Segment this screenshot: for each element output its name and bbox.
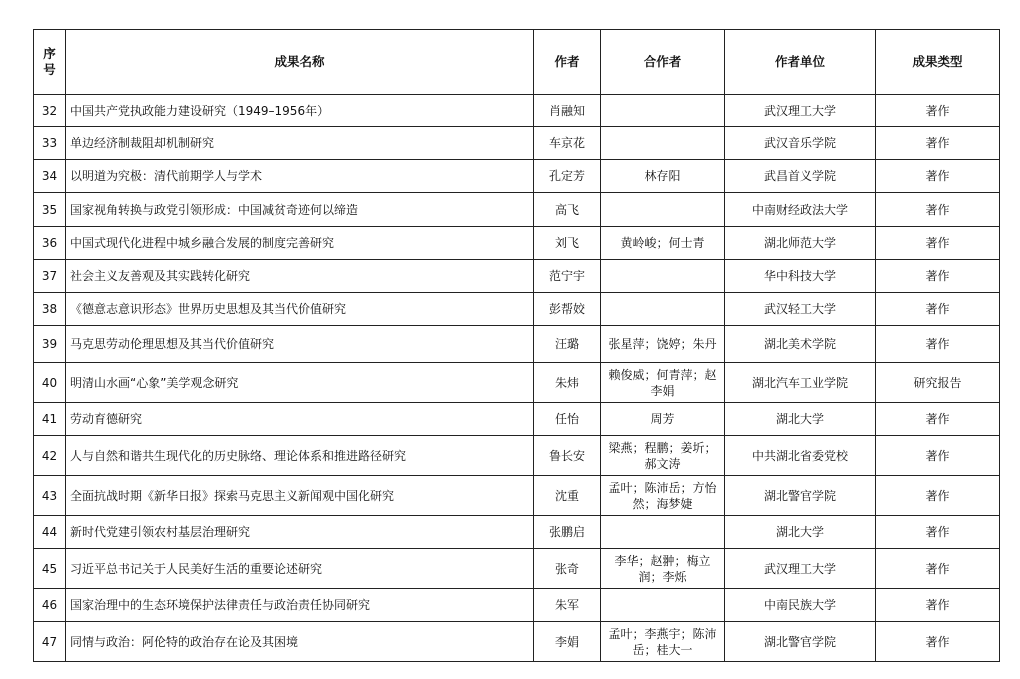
row-number-cell: 35 — [34, 193, 66, 227]
coauthors-cell — [601, 193, 725, 227]
coauthors-cell — [601, 95, 725, 127]
achievement-name-cell: 《德意志意识形态》世界历史思想及其当代价值研究 — [66, 293, 534, 326]
author-unit-cell: 武汉理工大学 — [725, 549, 876, 589]
table-row — [34, 95, 1000, 127]
header-type: 成果类型 — [876, 30, 1000, 95]
author-cell: 高飞 — [534, 193, 601, 227]
author-cell: 彭帮姣 — [534, 293, 601, 326]
achievement-name-cell: 社会主义友善观及其实践转化研究 — [66, 260, 534, 293]
author-cell: 朱军 — [534, 589, 601, 622]
table-row — [34, 363, 1000, 403]
table-row — [34, 476, 1000, 516]
coauthors-cell: 梁燕；程鹏；姜圻；郝文涛 — [601, 436, 725, 476]
author-unit-cell: 中共湖北省委党校 — [725, 436, 876, 476]
achievement-type-cell: 著作 — [876, 516, 1000, 549]
achievement-name-cell: 马克思劳动伦理思想及其当代价值研究 — [66, 326, 534, 363]
achievement-name-cell: 中国式现代化进程中城乡融合发展的制度完善研究 — [66, 227, 534, 260]
row-number-cell: 41 — [34, 403, 66, 436]
table-row — [34, 326, 1000, 363]
row-number-cell: 47 — [34, 622, 66, 662]
achievement-type-cell: 著作 — [876, 436, 1000, 476]
table-row — [34, 160, 1000, 193]
achievement-type-cell: 著作 — [876, 227, 1000, 260]
awards-table — [33, 29, 1000, 662]
row-number-cell: 44 — [34, 516, 66, 549]
coauthors-cell: 李华；赵翀；梅立润；李烁 — [601, 549, 725, 589]
header-no: 序号 — [34, 30, 66, 95]
achievement-type-cell: 研究报告 — [876, 363, 1000, 403]
achievement-name-cell: 明清山水画“心象”美学观念研究 — [66, 363, 534, 403]
author-unit-cell: 湖北警官学院 — [725, 622, 876, 662]
achievement-name-cell: 习近平总书记关于人民美好生活的重要论述研究 — [66, 549, 534, 589]
author-unit-cell: 中南民族大学 — [725, 589, 876, 622]
coauthors-cell: 周芳 — [601, 403, 725, 436]
coauthors-cell: 黄岭峻；何士青 — [601, 227, 725, 260]
achievement-name-cell: 以明道为究极：清代前期学人与学术 — [66, 160, 534, 193]
author-unit-cell: 湖北汽车工业学院 — [725, 363, 876, 403]
author-cell: 朱炜 — [534, 363, 601, 403]
row-number-cell: 37 — [34, 260, 66, 293]
author-cell: 孔定芳 — [534, 160, 601, 193]
author-unit-cell: 武汉轻工大学 — [725, 293, 876, 326]
author-cell: 汪璐 — [534, 326, 601, 363]
achievement-name-cell: 中国共产党执政能力建设研究（1949–1956年） — [66, 95, 534, 127]
author-unit-cell: 武汉音乐学院 — [725, 127, 876, 160]
achievement-type-cell: 著作 — [876, 589, 1000, 622]
table-row — [34, 227, 1000, 260]
achievement-type-cell: 著作 — [876, 160, 1000, 193]
row-number-cell: 46 — [34, 589, 66, 622]
achievement-type-cell: 著作 — [876, 127, 1000, 160]
coauthors-cell — [601, 260, 725, 293]
table-row — [34, 589, 1000, 622]
author-unit-cell: 湖北师范大学 — [725, 227, 876, 260]
achievement-name-cell: 国家视角转换与政党引领形成：中国减贫奇迹何以缔造 — [66, 193, 534, 227]
achievement-name-cell: 人与自然和谐共生现代化的历史脉络、理论体系和推进路径研究 — [66, 436, 534, 476]
author-cell: 李娟 — [534, 622, 601, 662]
author-unit-cell: 武昌首义学院 — [725, 160, 876, 193]
table-row — [34, 403, 1000, 436]
row-number-cell: 36 — [34, 227, 66, 260]
table-row — [34, 293, 1000, 326]
header-row — [34, 30, 1000, 95]
author-unit-cell: 武汉理工大学 — [725, 95, 876, 127]
achievement-type-cell: 著作 — [876, 549, 1000, 589]
achievement-name-cell: 新时代党建引领农村基层治理研究 — [66, 516, 534, 549]
author-unit-cell: 湖北大学 — [725, 516, 876, 549]
header-unit: 作者单位 — [725, 30, 876, 95]
achievement-name-cell: 国家治理中的生态环境保护法律责任与政治责任协同研究 — [66, 589, 534, 622]
author-cell: 鲁长安 — [534, 436, 601, 476]
coauthors-cell — [601, 516, 725, 549]
achievement-type-cell: 著作 — [876, 326, 1000, 363]
author-cell: 沈重 — [534, 476, 601, 516]
header-name: 成果名称 — [66, 30, 534, 95]
achievement-type-cell: 著作 — [876, 260, 1000, 293]
coauthors-cell — [601, 589, 725, 622]
coauthors-cell — [601, 127, 725, 160]
achievement-type-cell: 著作 — [876, 193, 1000, 227]
author-unit-cell: 湖北大学 — [725, 403, 876, 436]
row-number-cell: 42 — [34, 436, 66, 476]
author-cell: 车京花 — [534, 127, 601, 160]
author-cell: 肖融知 — [534, 95, 601, 127]
coauthors-cell — [601, 293, 725, 326]
author-cell: 范宁宇 — [534, 260, 601, 293]
achievement-name-cell: 单边经济制裁阻却机制研究 — [66, 127, 534, 160]
achievement-type-cell: 著作 — [876, 403, 1000, 436]
author-unit-cell: 湖北警官学院 — [725, 476, 876, 516]
achievement-name-cell: 劳动育德研究 — [66, 403, 534, 436]
achievement-name-cell: 全面抗战时期《新华日报》探索马克思主义新闻观中国化研究 — [66, 476, 534, 516]
achievement-type-cell: 著作 — [876, 622, 1000, 662]
table-row — [34, 622, 1000, 662]
table-row — [34, 436, 1000, 476]
header-coauthors: 合作者 — [601, 30, 725, 95]
achievement-type-cell: 著作 — [876, 293, 1000, 326]
row-number-cell: 34 — [34, 160, 66, 193]
row-number-cell: 40 — [34, 363, 66, 403]
author-cell: 张鹏启 — [534, 516, 601, 549]
row-number-cell: 38 — [34, 293, 66, 326]
table-row — [34, 516, 1000, 549]
table-row — [34, 193, 1000, 227]
author-unit-cell: 中南财经政法大学 — [725, 193, 876, 227]
author-cell: 任怡 — [534, 403, 601, 436]
row-number-cell: 39 — [34, 326, 66, 363]
table-row — [34, 549, 1000, 589]
author-unit-cell: 华中科技大学 — [725, 260, 876, 293]
author-unit-cell: 湖北美术学院 — [725, 326, 876, 363]
coauthors-cell: 林存阳 — [601, 160, 725, 193]
row-number-cell: 45 — [34, 549, 66, 589]
row-number-cell: 33 — [34, 127, 66, 160]
achievement-name-cell: 同情与政治：阿伦特的政治存在论及其困境 — [66, 622, 534, 662]
row-number-cell: 43 — [34, 476, 66, 516]
coauthors-cell: 赖俊威；何青萍；赵李娟 — [601, 363, 725, 403]
coauthors-cell: 孟叶；陈沛岳；方怡然；海梦婕 — [601, 476, 725, 516]
author-cell: 刘飞 — [534, 227, 601, 260]
coauthors-cell: 张星萍；饶婷；朱丹 — [601, 326, 725, 363]
table-row — [34, 260, 1000, 293]
coauthors-cell: 孟叶；李燕宇；陈沛岳；桂大一 — [601, 622, 725, 662]
achievement-type-cell: 著作 — [876, 95, 1000, 127]
table-row — [34, 127, 1000, 160]
author-cell: 张奇 — [534, 549, 601, 589]
achievement-type-cell: 著作 — [876, 476, 1000, 516]
row-number-cell: 32 — [34, 95, 66, 127]
header-author: 作者 — [534, 30, 601, 95]
